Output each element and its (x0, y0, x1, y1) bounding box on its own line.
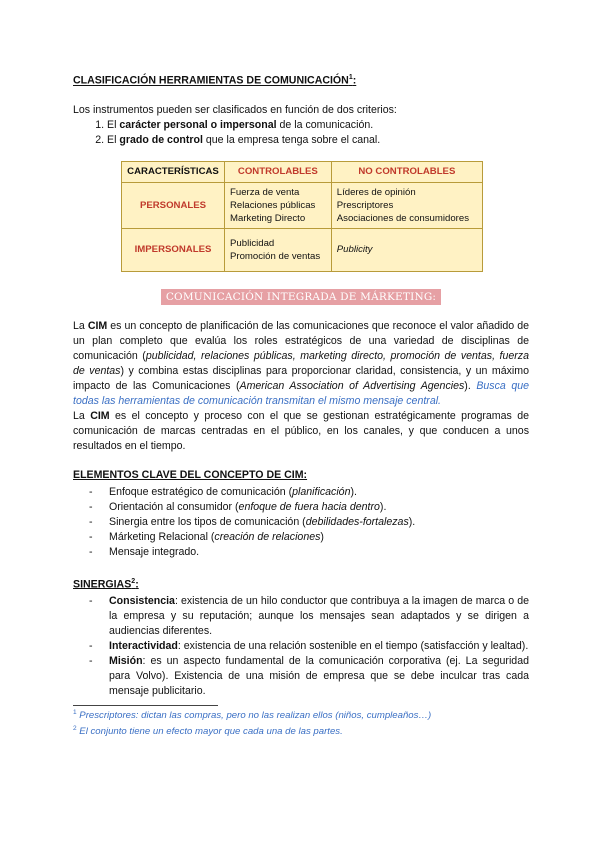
list-item: - Márketing Relacional (creación de relaciones) (89, 530, 529, 545)
header-caracteristicas: CARACTERÍSTICAS (122, 161, 225, 182)
banner-cim: COMUNICACIÓN INTEGRADA DE MÁRKETING: (161, 289, 441, 305)
row-label-personales: PERSONALES (122, 182, 225, 228)
list-item: - Sinergia entre los tipos de comunicación (debilidades-fortalezas). (89, 515, 529, 530)
list-item: - Misión: es un aspecto fundamental de la comunicación corporativa (ej. La seguridad para Volvo). Existencia de una misión de empresa que se debe inculcar tras cada mensaje publicitario. (89, 654, 529, 699)
cell-impersonales-no-controlables: Publicity (331, 228, 482, 271)
header-no-controlables: NO CONTROLABLES (331, 161, 482, 182)
list-item: - Consistencia: existencia de un hilo conductor que contribuya a la imagen de marca o de la empresa y su reputación; aunque los mensajes sean adaptados y se dirigen a audiencias diferentes. (89, 594, 529, 639)
heading-elementos: ELEMENTOS CLAVE DEL CONCEPTO DE CIM: (73, 468, 308, 481)
cim-paragraph-1: La CIM es un concepto de planificación de las comunicaciones que reconoce el valor añadido de un plan completo que evalúa los roles estratégicos de una variedad de disciplinas de comunicación (publicidad, relaciones públicas, marketing directo, promoción de ventas, fuerza de ventas) y combina estas disciplinas para proporcionar claridad, consistencia, y un máximo impacto de las Comunicaciones (American Association of Advertising Agencies). Busca que todas las herramientas de comunicación transmitan el mismo mensaje central. (73, 319, 530, 407)
row-label-impersonales: IMPERSONALES (122, 228, 225, 271)
elements-list (73, 485, 529, 560)
footnote-1: $^1$ Prescriptores: dictan las compras, pero no las realizan ellos (niños, cumpleaños…) (73, 709, 432, 722)
list-item: - Enfoque estratégico de comunicación (planificación). (89, 485, 529, 500)
intro-text: Los instrumentos pueden ser clasificados en función de dos criterios: (73, 103, 397, 116)
cim-paragraph-2: La CIM es el concepto y proceso con el que se gestionan estratégicamente programas de comunicación de marcas centradas en el público, en los canales, y que conducen a unos resultados en el tiempo. (73, 409, 529, 452)
list-item: - Interactividad: existencia de una relación sostenible en el tiempo (satisfacción y lealtad). (89, 639, 529, 654)
criteria-list (73, 118, 529, 148)
cell-personales-no-controlables: Líderes de opinión Prescriptores Asociaciones de consumidores (331, 182, 482, 228)
classification-table (121, 161, 483, 272)
header-controlables: CONTROLABLES (225, 161, 332, 182)
table-header-row (122, 161, 483, 182)
banner-wrap (73, 289, 529, 305)
heading-clasificacion: CLASIFICACIÓN HERRAMIENTAS DE COMUNICACIÓN$^1$: (73, 74, 357, 87)
list-item: - Mensaje integrado. (89, 545, 529, 560)
footnote-2: $^2$ El conjunto tiene un efecto mayor que cada una de las partes. (73, 725, 343, 738)
synergies-list (73, 594, 529, 699)
list-item: - Orientación al consumidor (enfoque de fuera hacia dentro). (89, 500, 529, 515)
heading-sinergias: SINERGIAS$^2$: (73, 577, 139, 591)
cell-personales-controlables: Fuerza de venta Relaciones públicas Marketing Directo (225, 182, 332, 228)
document-page (73, 70, 529, 738)
table-row-personales (122, 182, 483, 228)
criteria-item: 1. El carácter personal o impersonal de la comunicación. (107, 118, 529, 133)
table-row-impersonales (122, 228, 483, 271)
cell-impersonales-controlables: Publicidad Promoción de ventas (225, 228, 332, 271)
criteria-item: 2. El grado de control que la empresa tenga sobre el canal. (107, 133, 529, 148)
